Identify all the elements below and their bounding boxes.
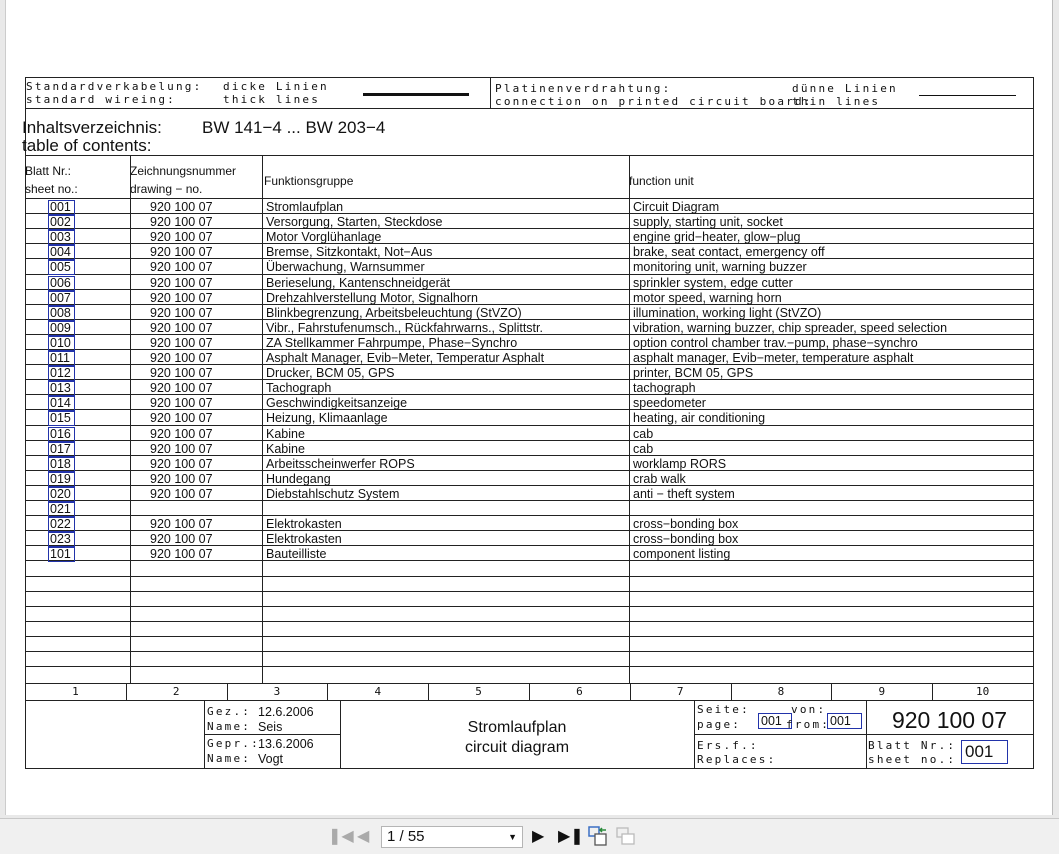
document-title-de: Stromlaufplan xyxy=(467,719,567,736)
drawing-number-cell: 920 100 07 xyxy=(150,547,213,562)
page-indicator: 1 / 55 xyxy=(387,828,425,845)
page-label-de: Seite: xyxy=(697,703,750,716)
divider xyxy=(25,108,1033,109)
function-group-cell: Elektrokasten xyxy=(266,517,342,532)
grid-divider xyxy=(327,683,328,700)
function-unit-cell: heating, air conditioning xyxy=(633,411,766,426)
function-group-cell: Drucker, BCM 05, GPS xyxy=(266,366,395,381)
column-divider xyxy=(130,155,131,683)
function-group-cell: Tachograph xyxy=(266,381,332,396)
sheet-number-link[interactable]: 006 xyxy=(48,276,75,291)
drawing-number: 920 100 07 xyxy=(891,707,1008,733)
sheet-label-de: Blatt Nr.: xyxy=(868,739,957,752)
grid-number: 2 xyxy=(172,685,180,698)
row-divider xyxy=(25,515,1033,516)
toc-title-de: Inhaltsverzeichnis: xyxy=(22,118,162,137)
legend-thin xyxy=(792,82,898,108)
grid-number: 7 xyxy=(676,685,684,698)
function-unit-cell: cab xyxy=(633,426,654,441)
checked-label: Gepr.: xyxy=(207,737,260,750)
function-group-cell: Geschwindigkeitsanzeige xyxy=(266,396,408,411)
sheet-label-en: sheet no.: xyxy=(868,753,957,766)
function-unit-cell: crab walk xyxy=(633,471,686,486)
function-unit-cell: tachograph xyxy=(633,381,696,396)
pdf-toolbar xyxy=(0,818,1059,854)
grid-number: 10 xyxy=(975,685,990,698)
legend-thick-en: thick lines xyxy=(223,93,321,106)
function-unit-cell: asphalt manager, Evib−meter, temperature asphalt xyxy=(633,351,914,365)
divider xyxy=(204,734,340,735)
page-number-box: 001 xyxy=(758,713,792,729)
sheet-number-link[interactable]: 008 xyxy=(48,306,75,321)
function-group-cell: Überwachung, Warnsummer xyxy=(266,260,425,275)
drawing-number-cell: 920 100 07 xyxy=(150,486,213,501)
col-header-sheet xyxy=(25,162,78,198)
function-group-cell: Blinkbegrenzung, Arbeitsbeleuchtung (StVZO) xyxy=(266,305,522,320)
drawing-number-cell: 920 100 07 xyxy=(150,396,213,411)
sheet-number-link[interactable]: 009 xyxy=(48,321,75,336)
col-header-unit: function unit xyxy=(629,174,694,188)
sheet-number-link[interactable]: 014 xyxy=(48,396,75,411)
grid-divider xyxy=(126,683,127,700)
sheet-number-link[interactable]: 023 xyxy=(48,532,75,547)
sheet-number-link[interactable]: 002 xyxy=(48,215,75,230)
function-group-cell: Bauteilliste xyxy=(266,547,327,562)
row-divider xyxy=(25,576,1033,577)
function-unit-cell: Circuit Diagram xyxy=(633,200,720,214)
sheet-number-link[interactable]: 022 xyxy=(48,517,75,532)
function-unit-cell: sprinkler system, edge cutter xyxy=(633,275,793,290)
function-unit-cell: brake, seat contact, emergency off xyxy=(633,245,825,260)
row-divider xyxy=(25,591,1033,592)
row-divider xyxy=(25,651,1033,652)
function-group-cell: ZA Stellkammer Fahrpumpe, Phase−Synchro xyxy=(266,335,518,350)
function-group-cell: Drehzahlverstellung Motor, Signalhorn xyxy=(266,290,478,305)
legend-pcb xyxy=(495,82,813,108)
drawing-number-cell: 920 100 07 xyxy=(150,426,213,441)
grid-divider xyxy=(428,683,429,700)
grid-number: 3 xyxy=(273,685,281,698)
page-label-en: page: xyxy=(697,718,742,731)
grid-number: 1 xyxy=(72,685,79,698)
row-divider xyxy=(25,636,1033,637)
function-unit-cell: component listing xyxy=(633,547,731,562)
drawing-number-cell: 920 100 07 xyxy=(150,230,213,245)
drawing-number-cell: 920 100 07 xyxy=(150,260,213,275)
function-unit-cell: speedometer xyxy=(633,396,706,411)
page-count-box: 001 xyxy=(827,713,862,729)
pdf-page xyxy=(5,0,1053,815)
function-group-cell: Stromlaufplan xyxy=(266,200,344,214)
drawing-number-cell: 920 100 07 xyxy=(150,245,213,260)
checked-date: 13.6.2006 xyxy=(258,737,314,751)
sheet-number-link[interactable]: 011 xyxy=(48,351,75,366)
drawing-number-cell: 920 100 07 xyxy=(150,200,213,214)
function-group-cell: Vibr., Fahrstufenumsch., Rückfahrwarns., Splittstr. xyxy=(266,320,543,335)
drawing-number-cell: 920 100 07 xyxy=(150,290,213,305)
divider xyxy=(25,198,1033,199)
divider xyxy=(490,77,491,108)
legend-standard-de: Standardverkabelung: xyxy=(26,80,203,93)
grid-divider xyxy=(932,683,933,700)
function-group-cell: Arbeitsscheinwerfer ROPS xyxy=(266,456,415,471)
drawing-number-cell: 920 100 07 xyxy=(150,456,213,471)
drawing-number-cell: 920 100 07 xyxy=(150,471,213,486)
sheet-number-link[interactable]: 020 xyxy=(48,487,75,502)
function-unit-cell: anti − theft system xyxy=(633,486,735,501)
sheet-number-link[interactable]: 101 xyxy=(48,547,75,562)
grid-number: 6 xyxy=(576,685,583,698)
sheet-number-link[interactable]: 021 xyxy=(48,502,75,517)
function-unit-cell: cross−bonding box xyxy=(633,532,739,547)
row-divider xyxy=(25,606,1033,607)
grid-divider xyxy=(731,683,732,700)
col-sheet-de: Blatt Nr.: xyxy=(25,164,72,178)
function-unit-cell: vibration, warning buzzer, chip spreader, speed selection xyxy=(633,320,948,335)
legend-thick xyxy=(223,80,329,106)
sheet-number-box: 001 xyxy=(961,740,1008,764)
drawing-number-cell: 920 100 07 xyxy=(150,275,213,290)
drawing-number-cell: 920 100 07 xyxy=(150,335,213,350)
drawn-name: Seis xyxy=(258,720,283,734)
drawing-number-cell: 920 100 07 xyxy=(150,366,213,381)
drawing-number-cell: 920 100 07 xyxy=(150,215,213,230)
function-group-cell: Kabine xyxy=(266,441,305,456)
drawing-number-cell: 920 100 07 xyxy=(150,305,213,320)
column-divider xyxy=(629,155,630,683)
legend-standard xyxy=(26,80,202,106)
grid-divider xyxy=(227,683,228,700)
sheet-number-link[interactable]: 017 xyxy=(48,442,75,457)
sheet-number-link[interactable]: 016 xyxy=(48,427,75,442)
sheet-number-link[interactable]: 019 xyxy=(48,472,75,487)
sheet-number-link[interactable]: 007 xyxy=(48,291,75,306)
grid-divider xyxy=(831,683,832,700)
row-divider xyxy=(25,666,1033,667)
previous-page-button[interactable]: ◀ xyxy=(357,828,370,845)
sheet-number-link[interactable]: 018 xyxy=(48,457,75,472)
toc-title-en: table of contents: xyxy=(22,136,152,155)
function-unit-cell: motor speed, warning horn xyxy=(633,290,782,305)
drawing-number-cell: 920 100 07 xyxy=(150,351,213,365)
fit-width-icon[interactable] xyxy=(616,826,636,846)
function-unit-cell: engine grid−heater, glow−plug xyxy=(633,230,801,245)
sheet-number-link[interactable]: 004 xyxy=(48,245,75,260)
grid-number: 9 xyxy=(878,685,886,698)
model-range: BW 141−4 ... BW 203−4 xyxy=(202,118,386,137)
drawing-number-cell: 920 100 07 xyxy=(150,411,213,426)
document-title xyxy=(340,718,694,758)
fit-page-icon[interactable] xyxy=(588,826,608,846)
function-unit-cell: printer, BCM 05, GPS xyxy=(633,366,754,381)
drawing-number-cell: 920 100 07 xyxy=(150,320,213,335)
grid-divider xyxy=(529,683,530,700)
chevron-down-icon: ▼ xyxy=(508,832,517,842)
name-label-2: Name: xyxy=(207,752,252,765)
divider xyxy=(25,155,1033,156)
function-group-cell: Bremse, Sitzkontakt, Not−Aus xyxy=(266,245,433,260)
legend-pcb-en: connection on printed circuit board: xyxy=(495,95,813,108)
function-unit-cell: monitoring unit, warning buzzer xyxy=(633,260,807,275)
col-sheet-en: sheet no.: xyxy=(25,182,78,196)
sheet-number-link[interactable]: 012 xyxy=(48,366,75,381)
sheet-number-link[interactable]: 013 xyxy=(48,381,75,396)
checked-name: Vogt xyxy=(258,752,284,766)
column-divider xyxy=(262,155,263,683)
sheet-number-link[interactable]: 005 xyxy=(48,260,75,275)
col-header-group: Funktionsgruppe xyxy=(264,174,354,188)
drawn-label: Gez.: xyxy=(207,705,252,718)
drawing-number-cell: 920 100 07 xyxy=(150,381,213,396)
thick-line-sample xyxy=(363,93,469,96)
from-label-en: from: xyxy=(786,718,831,731)
last-page-button[interactable]: ▶❚ xyxy=(558,828,584,845)
replaces-label-de: Ers.f.: xyxy=(697,739,759,752)
function-group-cell: Elektrokasten xyxy=(266,532,342,547)
legend-thin-en: thin lines xyxy=(792,95,881,108)
function-group-cell: Asphalt Manager, Evib−Meter, Temperatur Asphalt xyxy=(266,351,545,365)
function-unit-cell: worklamp RORS xyxy=(633,456,727,471)
page-selector[interactable] xyxy=(381,826,523,848)
sheet-number-link[interactable]: 001 xyxy=(48,200,75,215)
col-drawing-en: drawing − no. xyxy=(130,182,203,196)
divider xyxy=(25,700,1033,701)
document-title-en: circuit diagram xyxy=(464,739,570,756)
sheet-number-link[interactable]: 003 xyxy=(48,230,75,245)
drawing-number-cell: 920 100 07 xyxy=(150,441,213,456)
name-label: Name: xyxy=(207,720,252,733)
sheet-number-link[interactable]: 010 xyxy=(48,336,75,351)
divider xyxy=(694,734,1033,735)
grid-number: 8 xyxy=(777,685,785,698)
replaces-label-en: Replaces: xyxy=(697,753,777,766)
grid-number: 4 xyxy=(374,685,382,698)
function-unit-cell: cab xyxy=(633,441,654,456)
function-group-cell: Heizung, Klimaanlage xyxy=(266,411,388,426)
function-unit-cell: option control chamber trav.−pump, phase−synchro xyxy=(633,335,918,350)
function-group-cell: Versorgung, Starten, Steckdose xyxy=(266,215,443,230)
first-page-button[interactable]: ❚◀ xyxy=(328,828,354,845)
legend-thick-de: dicke Linien xyxy=(223,80,329,93)
row-divider xyxy=(25,621,1033,622)
from-label-de: von: xyxy=(791,703,827,716)
legend-thin-de: dünne Linien xyxy=(792,82,898,95)
grid-divider xyxy=(630,683,631,700)
drawing-number-cell: 920 100 07 xyxy=(150,532,213,547)
legend-pcb-de: Platinenverdrahtung: xyxy=(495,82,672,95)
function-group-cell: Hundegang xyxy=(266,471,331,486)
function-unit-cell: illumination, working light (StVZO) xyxy=(633,305,822,320)
next-page-button[interactable]: ▶ xyxy=(532,828,545,845)
function-unit-cell: supply, starting unit, socket xyxy=(633,215,783,230)
function-unit-cell: cross−bonding box xyxy=(633,517,739,532)
col-header-drawing xyxy=(130,162,236,198)
function-group-cell: Diebstahlschutz System xyxy=(266,486,400,501)
function-group-cell: Berieselung, Kantenschneidgerät xyxy=(266,275,451,290)
function-group-cell: Motor Vorglühanlage xyxy=(266,230,382,245)
col-drawing-de: Zeichnungsnummer xyxy=(130,164,237,178)
function-group-cell: Kabine xyxy=(266,426,305,441)
thin-line-sample xyxy=(919,95,1016,96)
sheet-number-link[interactable]: 015 xyxy=(48,411,75,426)
drawn-date: 12.6.2006 xyxy=(258,705,314,719)
drawing-number-cell: 920 100 07 xyxy=(150,517,213,532)
legend-standard-en: standard wireing: xyxy=(26,93,176,106)
grid-number: 5 xyxy=(475,685,482,698)
